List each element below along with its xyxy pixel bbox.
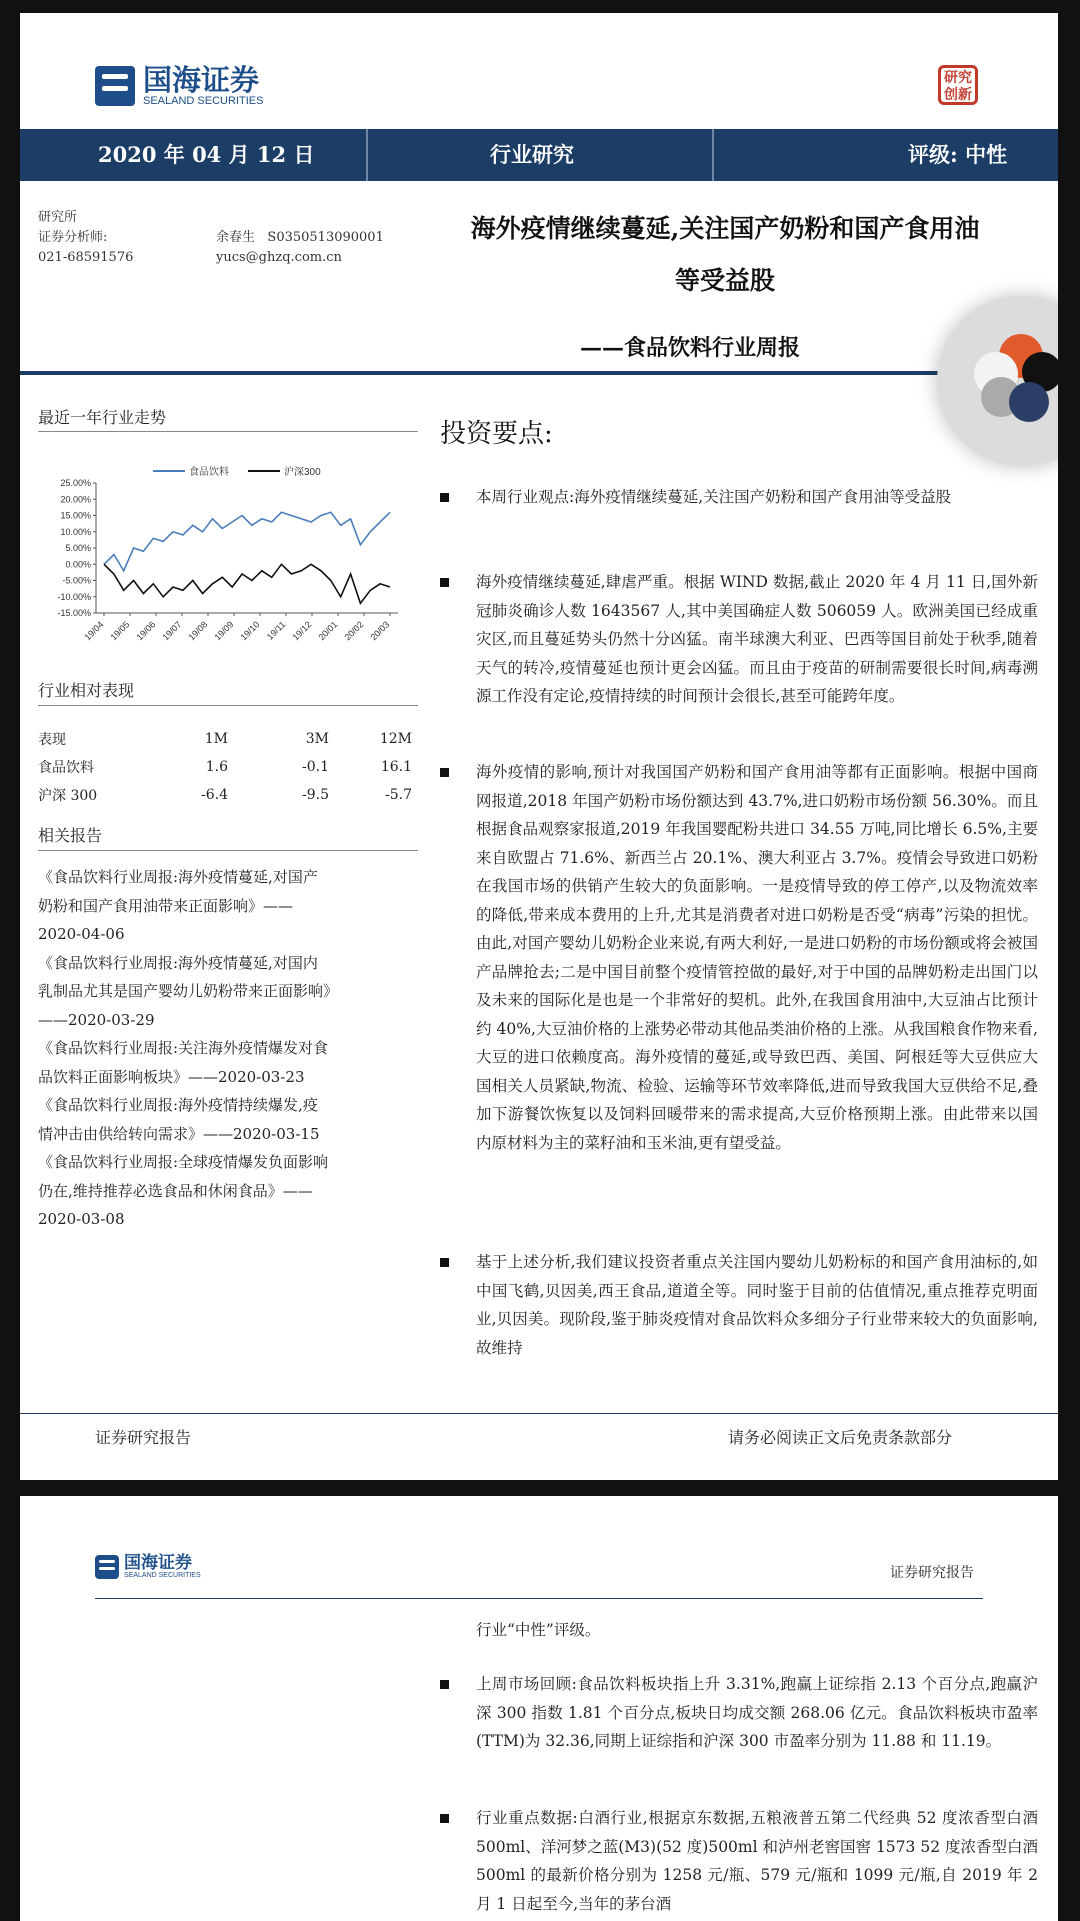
table-cell: 沪深 300	[38, 788, 98, 804]
x-tick-label: 19/06	[134, 619, 158, 643]
report-type: 行业研究	[490, 142, 574, 167]
bullet-square-icon	[440, 768, 449, 777]
legend-label: 食品饮料	[189, 467, 229, 478]
logo-en-text: SEALAND SECURITIES	[143, 95, 264, 107]
rating-badge: 评级: 中性	[908, 142, 1008, 167]
phone-number: 021-68591576	[38, 250, 134, 265]
bullet-square-icon	[440, 1814, 449, 1823]
report-link-line[interactable]: 《食品饮料行业周报:海外疫情蔓延,对国内	[38, 953, 318, 972]
x-tick-label: 20/01	[316, 619, 340, 643]
x-tick-label: 20/02	[342, 619, 366, 643]
bullet-text: 上周市场回顾:食品饮料板块指上升 3.31%,跑赢上证综指 2.13 个百分点,跑赢沪深 300 指数 1.81 个百分点,板块日均成交额 268.06 亿元。食品饮料板块市盈率(TTM)为 32.36,同期上证综指和沪深 300 市盈率分别为 11.88 和 11.19。	[476, 1675, 1038, 1750]
table-cell: 1.6	[205, 759, 228, 775]
bullet-square-icon	[440, 1680, 449, 1689]
bullet-item	[440, 1248, 1038, 1362]
x-tick-label: 19/09	[212, 619, 236, 643]
table-header-row	[38, 725, 418, 753]
report-link-line[interactable]: 《食品饮料行业周报:海外疫情蔓延,对国产	[38, 868, 318, 886]
title-divider	[20, 371, 1058, 375]
logo-en-text: SEALAND SECURITIES	[124, 1572, 201, 1579]
analyst-label: 证券分析师:	[38, 230, 108, 245]
company-logo	[95, 65, 263, 107]
report-link-line[interactable]: 情冲击由供给转向需求》——2020-03-15	[38, 1124, 320, 1143]
bullet-item	[440, 483, 1038, 512]
trend-heading: 最近一年行业走势	[38, 408, 167, 427]
table-header: 12M	[379, 731, 412, 747]
analyst-meta-left	[38, 208, 133, 268]
bullet-text: 海外疫情的影响,预计对我国国产奶粉和国产食用油等都有正面影响。根据中国商网报道,2018 年国产奶粉市场份额达到 43.7%,进口奶粉市场份额 56.30%。而且根据食品观察家报道,2019 年我国婴配粉共进口 34.55 万吨,同比增长 6.5%,主要来自欧盟占 71.6%、新西兰占 20.1%、澳大利亚占 3.7%。疫情会导致进口奶粉在我国市场的供销产生较大的负面影响。一是疫情导致的停工停产,以及物流效率的降低,带来成本费用的上升,尤其是消费者对进口奶粉是否受“病毒”污染的担忧。由此,对国产婴幼儿奶粉企业来说,有两大利好,一是进口奶粉的市场份额或将会被国产品牌抢去;二是中国目前整个疫情管控做的最好,对于中国的品牌奶粉走出国门以及未来的国际化是也是一个非常好的契机。此外,在我国食用油中,大豆油占比预计约 40%,大豆油价格的上涨势必带动其他品类油价格的上涨。从我国粮食作物来看,大豆的进口依赖度高。海外疫情的蔓延,或导致巴西、美国、阿根廷等大豆供应大国相关人员紧缺,物流、检验、运输等环节效率降低,进而导致我国大豆供给不足,叠加下游餐饮恢复以及饲料回暖带来的需求提高,大豆价格预期上涨。由此带来以国内原材料为主的菜籽油和玉米油,更有望受益。	[476, 763, 1038, 1152]
analyst-name: 余春生	[216, 230, 256, 245]
bullet-item	[440, 1670, 1038, 1756]
table-row	[38, 753, 418, 781]
header-rule	[95, 1598, 983, 1599]
y-tick-label: -10.00%	[57, 591, 91, 602]
report-link-line[interactable]: 《食品饮料行业周报:海外疫情持续爆发,疫	[38, 1096, 318, 1114]
table-cell: -0.1	[302, 759, 329, 775]
x-tick-label: 19/08	[186, 619, 210, 643]
report-subtitle: ——食品饮料行业周报	[580, 335, 801, 361]
table-row	[38, 781, 418, 809]
related-reports-heading: 相关报告	[38, 823, 418, 851]
bullet-item	[440, 758, 1038, 1157]
report-date: 2020 年 04 月 12 日	[98, 142, 315, 167]
report-link-line[interactable]: 2020-03-08	[38, 1210, 125, 1228]
analyst-email[interactable]: yucs@ghzq.com.cn	[216, 250, 342, 265]
x-tick-label: 20/03	[368, 619, 392, 643]
logo-mark-icon	[95, 66, 135, 106]
bullet-item	[440, 568, 1038, 711]
analyst-meta-right	[216, 228, 384, 268]
bullet-square-icon	[440, 578, 449, 587]
bullet-item	[440, 1804, 1038, 1918]
report-link-line[interactable]: ——2020-03-29	[38, 1010, 155, 1029]
table-cell: -9.5	[302, 787, 329, 803]
table-header: 表现	[38, 732, 66, 748]
table-header: 3M	[305, 731, 329, 747]
logo-mark-icon	[95, 1555, 119, 1579]
report-title	[405, 203, 1045, 307]
y-tick-label: 10.00%	[60, 526, 91, 537]
x-tick-label: 19/04	[82, 619, 106, 643]
x-tick-label: 19/11	[264, 619, 288, 642]
dept-label: 研究所	[38, 210, 78, 225]
report-title-line2: 等受益股	[674, 266, 775, 295]
y-tick-label: 20.00%	[60, 494, 91, 505]
table-cell: 16.1	[380, 759, 412, 775]
banner-divider	[366, 129, 368, 181]
report-link-line[interactable]: 仍在,维持推荐必选食品和休闲食品》——	[38, 1181, 313, 1200]
continuation-text: 行业“中性”评级。	[476, 1621, 601, 1639]
y-tick-label: 5.00%	[65, 543, 91, 553]
footer-left-text: 证券研究报告	[95, 1428, 192, 1447]
report-link-line[interactable]: 奶粉和国产食用油带来正面影响》——	[38, 896, 294, 915]
bullet-text: 行业重点数据:白酒行业,根据京东数据,五粮液普五第二代经典 52 度浓香型白酒 500ml、洋河梦之蓝(M3)(52 度)500ml 和泸州老窖国窖 1573 52 度浓香型白酒 500ml 的最新价格分别为 1258 元/瓶、579 元/瓶和 1099 元/瓶,自 2019 年 2 月 1 日起至今,当年的茅台酒	[476, 1809, 1038, 1913]
series-line	[104, 564, 390, 603]
header-banner	[20, 129, 1058, 181]
report-page-2	[20, 1496, 1058, 1921]
report-link-line[interactable]: 《食品饮料行业周报:全球疫情爆发负面影响	[38, 1153, 329, 1171]
legend-label: 沪深300	[284, 467, 321, 478]
bullet-text: 本周行业观点:海外疫情继续蔓延,关注国产奶粉和国产食用油等受益股	[476, 488, 952, 506]
table-cell: -6.4	[201, 787, 228, 803]
industry-trend-chart	[38, 443, 418, 648]
perf-heading: 行业相对表现	[38, 678, 418, 706]
x-tick-label: 19/07	[160, 619, 184, 643]
y-tick-label: 0.00%	[65, 559, 91, 570]
report-link-line[interactable]: 《食品饮料行业周报:关注海外疫情爆发对食	[38, 1039, 329, 1057]
footer-rule	[20, 1413, 1058, 1414]
floating-assistant-button[interactable]	[937, 296, 1058, 466]
performance-table	[38, 725, 418, 809]
x-tick-label: 19/10	[238, 619, 262, 643]
table-cell: -5.7	[385, 787, 412, 803]
table-header: 1M	[204, 731, 228, 747]
cert-number: S0350513090001	[267, 230, 384, 245]
report-page-1	[20, 13, 1058, 1480]
research-seal-icon: 研究创新	[938, 65, 978, 105]
report-title-line1: 海外疫情继续蔓延,关注国产奶粉和国产食用油	[470, 214, 980, 243]
key-points-title: 投资要点:	[440, 419, 553, 449]
bullet-square-icon	[440, 1258, 449, 1267]
y-tick-label: 25.00%	[60, 478, 91, 488]
header-right-text: 证券研究报告	[890, 1565, 974, 1581]
company-logo	[95, 1554, 201, 1580]
assistant-logo-icon	[937, 296, 1058, 466]
x-tick-label: 19/12	[290, 619, 314, 643]
y-tick-label: 15.00%	[60, 510, 91, 521]
logo-cn-text: 国海证券	[124, 1553, 192, 1573]
bullet-text: 基于上述分析,我们建议投资者重点关注国内婴幼儿奶粉标的和国产食用油标的,如中国飞鹤,贝因美,西王食品,道道全等。同时鉴于目前的估值情况,重点推荐克明面业,贝因美。现阶段,鉴于肺炎疫情对食品饮料众多细分子行业带来较大的负面影响,故维持	[476, 1253, 1038, 1357]
table-cell: 食品饮料	[38, 760, 94, 776]
series-line	[104, 512, 390, 571]
footer-disclaimer-text: 请务必阅读正文后免责条款部分	[728, 1428, 953, 1447]
banner-divider	[712, 129, 714, 181]
report-link-line[interactable]: 乳制品尤其是国产婴幼儿奶粉带来正面影响》	[38, 982, 339, 1000]
report-link-line[interactable]: 品饮料正面影响板块》——2020-03-23	[38, 1067, 305, 1086]
bullet-text: 海外疫情继续蔓延,肆虐严重。根据 WIND 数据,截止 2020 年 4 月 11 日,国外新冠肺炎确诊人数 1643567 人,其中美国确症人数 506059 人。欧洲美国已经成重灾区,而且蔓延势头仍然十分凶猛。南半球澳大利亚、巴西等国目前处于秋季,随着天气的转冷,疫情蔓延也预计更会凶猛。而且由于疫苗的研制需要很长时间,病毒溯源工作没有定论,疫情持续的时间预计会很长,甚至可能跨年度。	[476, 573, 1038, 705]
x-tick-label: 19/05	[108, 619, 132, 643]
trend-heading-rule	[38, 431, 418, 432]
bullet-square-icon	[440, 493, 449, 502]
report-link-line[interactable]: 2020-04-06	[38, 925, 125, 943]
y-tick-label: -5.00%	[62, 575, 91, 586]
y-tick-label: -15.00%	[57, 608, 91, 618]
logo-cn-text: 国海证券	[143, 63, 260, 97]
related-reports-list	[38, 863, 418, 1234]
